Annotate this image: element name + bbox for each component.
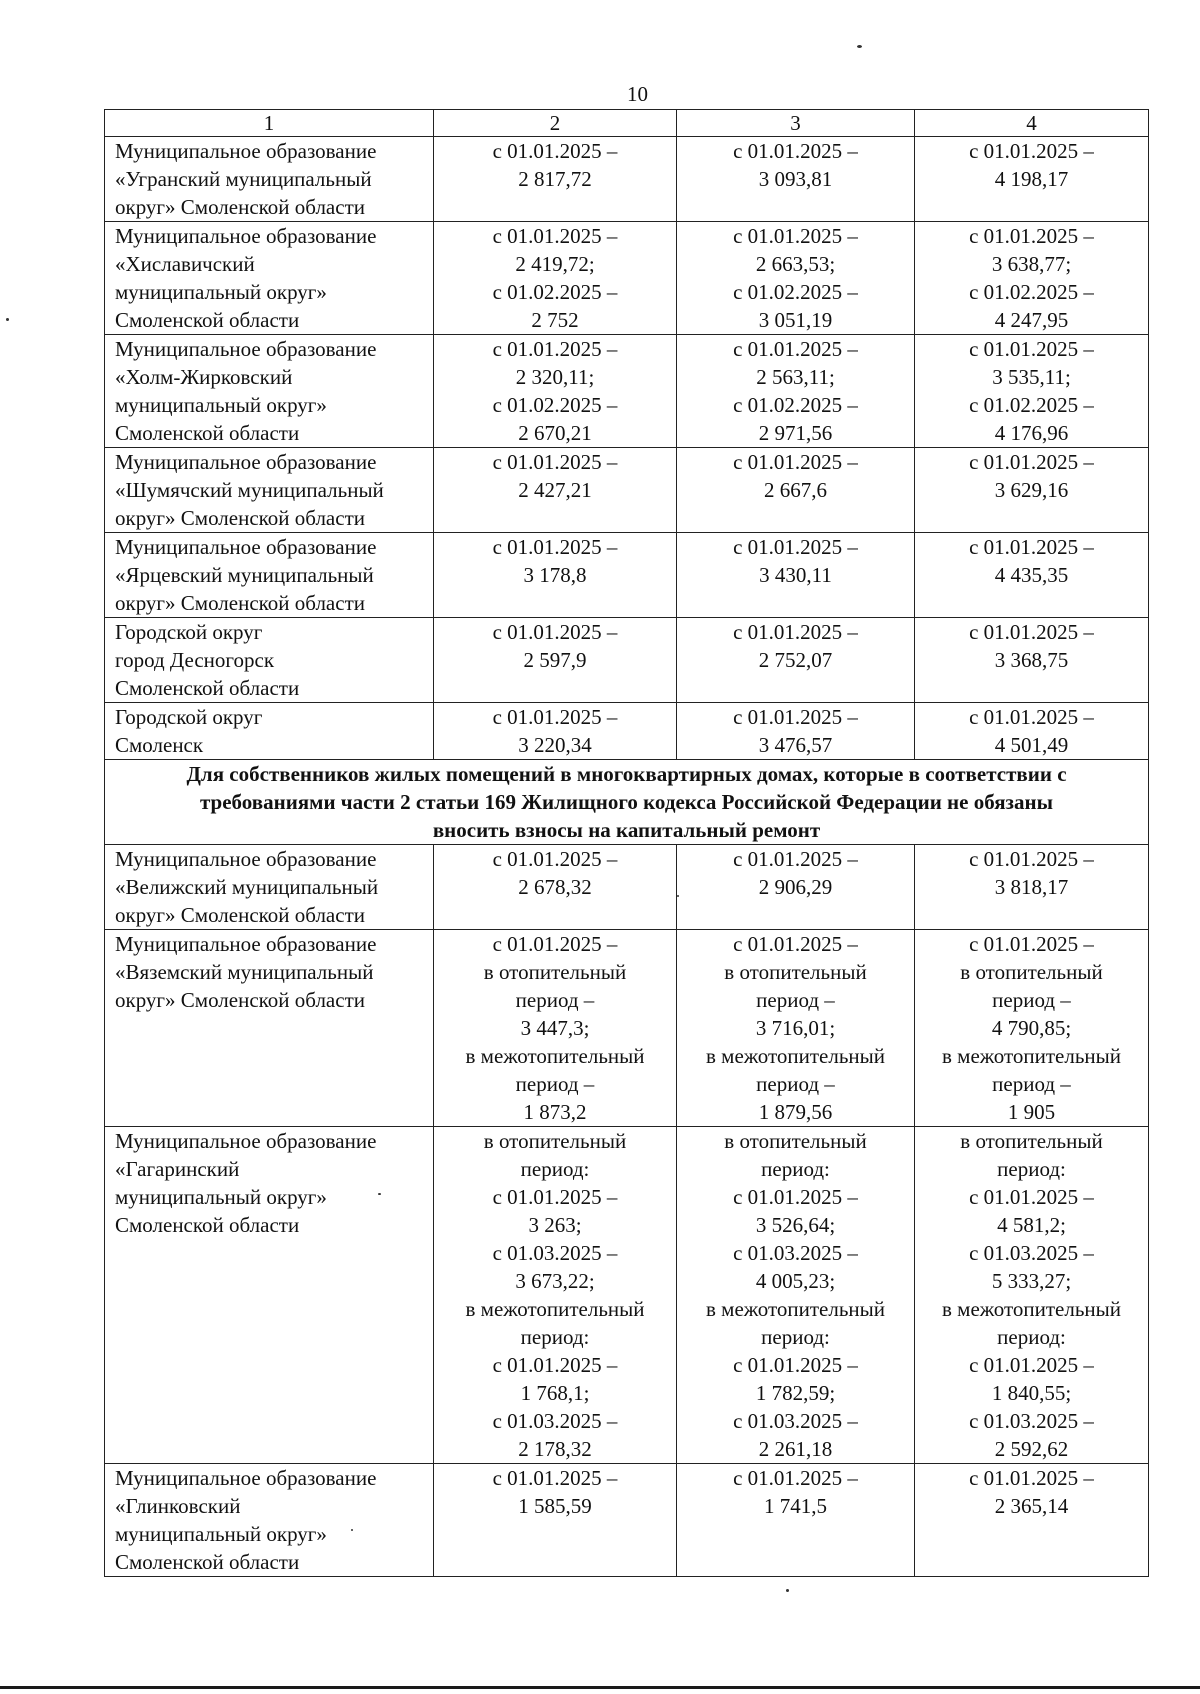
cell-line: с 01.01.2025 – [969,932,1094,956]
cell-line: 3 368,75 [994,648,1069,672]
cell-line: период: [997,1325,1066,1349]
cell-line: 3 476,57 [758,733,833,757]
cell-line: в межотопительный [705,1297,885,1321]
cell-line: Муниципальное образование [115,1129,377,1153]
table-row [105,930,1149,1127]
table-row [105,618,1149,703]
cell-line: период – [992,1072,1071,1096]
cell-line: «Ярцевский муниципальный [115,563,374,587]
municipality-cell [105,533,434,618]
section-row [105,760,1149,845]
rate-cell [677,1127,915,1464]
cell-line: период – [515,988,595,1012]
cell-line: 2 752,07 [758,648,833,672]
cell-line: 1 782,59; [755,1381,836,1405]
cell-line: муниципальный округ» [115,393,327,417]
cell-line: 3 430,11 [759,563,832,587]
cell-line: с 01.01.2025 – [969,1353,1094,1377]
rate-cell [677,137,915,222]
cell-line: 3 673,22; [515,1269,595,1293]
table-row [105,137,1149,222]
rate-cell [677,618,915,703]
scan-speck [6,318,9,321]
table-row [105,1127,1149,1464]
cell-line: округ» Смоленской области [115,903,365,927]
cell-line: 1 741,5 [764,1494,827,1518]
cell-line: 1 585,59 [518,1494,592,1518]
cell-line: 1 768,1; [520,1381,590,1405]
cell-line: с 01.01.2025 – [733,1466,858,1490]
rate-cell [677,448,915,533]
cell-line: округ» Смоленской области [115,195,365,219]
cell-line: 1 840,55; [991,1381,1072,1405]
cell-line: 3 051,19 [758,308,833,332]
cell-line: «Угранский муниципальный [115,167,372,191]
rate-cell [677,930,915,1127]
cell-line: с 01.01.2025 – [969,1185,1094,1209]
rate-cell [677,533,915,618]
cell-line: 3 716,01; [755,1016,836,1040]
cell-line: период: [520,1157,590,1181]
cell-line: «Велижский муниципальный [115,875,379,899]
cell-line: с 01.01.2025 – [969,450,1094,474]
cell-line: период: [520,1325,590,1349]
cell-line: 2 597,9 [523,648,587,672]
cell-line: 2 320,11; [515,365,595,389]
cell-line: период – [515,1072,595,1096]
cell-line: с 01.03.2025 – [733,1241,858,1265]
table-row [105,222,1149,335]
cell-line: с 01.01.2025 – [492,847,618,871]
cell-line: с 01.01.2025 – [969,224,1094,248]
tariff-table [104,109,1149,1577]
municipality-cell [105,930,434,1127]
rate-cell [434,1464,677,1577]
cell-line: 4 005,23; [755,1269,836,1293]
cell-line: вносить взносы на капитальный ремонт [432,818,821,842]
cell-line: с 01.03.2025 – [969,1241,1094,1265]
rate-cell [434,335,677,448]
cell-line: «Холм-Жирковский [115,365,293,389]
cell-line: 4 501,49 [994,733,1069,757]
cell-line: 2 670,21 [518,421,592,445]
municipality-cell [105,618,434,703]
cell-line: Смоленской области [115,308,300,332]
cell-line: 2 667,6 [764,478,827,502]
rate-cell [915,1127,1149,1464]
cell-line: Муниципальное образование [115,1466,377,1490]
rate-cell [915,533,1149,618]
column-number-4: 4 [915,110,1149,137]
cell-line: с 01.01.2025 – [492,705,618,729]
cell-line: с 01.01.2025 – [492,932,618,956]
municipality-cell [105,1464,434,1577]
page-number: 10 [627,82,648,106]
rate-cell [434,222,677,335]
rate-cell [434,703,677,760]
cell-line: Муниципальное образование [115,224,377,248]
cell-line: с 01.01.2025 – [492,139,618,163]
cell-line: с 01.01.2025 – [733,337,858,361]
cell-line: с 01.01.2025 – [733,1353,858,1377]
table-row [105,335,1149,448]
cell-line: с 01.02.2025 – [733,393,858,417]
cell-line: 3 526,64; [755,1213,836,1237]
cell-line: 1 873,2 [523,1100,587,1124]
rate-cell [677,335,915,448]
cell-line: с 01.02.2025 – [733,280,858,304]
cell-line: Городской округ [115,705,263,729]
cell-line: с 01.03.2025 – [733,1409,858,1433]
cell-line: 3 093,81 [758,167,833,191]
cell-line: 2 817,72 [518,167,592,191]
rate-cell [434,618,677,703]
cell-line: с 01.01.2025 – [733,620,858,644]
cell-line: 3 638,77; [991,252,1072,276]
cell-line: в отопительный [483,960,627,984]
cell-line: 3 220,34 [518,733,592,757]
cell-line: 4 435,35 [994,563,1069,587]
cell-line: с 01.01.2025 – [492,620,618,644]
cell-line: период – [992,988,1071,1012]
cell-line: с 01.01.2025 – [733,450,858,474]
cell-line: 4 790,85; [991,1016,1072,1040]
cell-line: 3 178,8 [523,563,587,587]
cell-line: с 01.02.2025 – [492,393,618,417]
scan-speck [786,1589,789,1592]
cell-line: с 01.01.2025 – [492,337,618,361]
scan-speck [378,1193,381,1195]
cell-line: Смоленской области [115,421,300,445]
cell-line: с 01.03.2025 – [492,1241,618,1265]
cell-line: муниципальный округ» [115,280,327,304]
column-number-2: 2 [434,110,677,137]
cell-line: Смоленск [115,733,204,757]
rate-cell [915,137,1149,222]
cell-line: 2 752 [531,308,579,332]
cell-line: Смоленской области [115,676,300,700]
cell-line: 2 419,72; [515,252,595,276]
cell-line: 4 581,2; [997,1213,1066,1237]
rate-cell [434,845,677,930]
rate-cell [677,222,915,335]
scan-speck [351,1529,353,1531]
cell-line: с 01.01.2025 – [733,932,858,956]
cell-line: муниципальный округ» [115,1522,327,1546]
rate-cell [915,222,1149,335]
rate-cell [434,930,677,1127]
cell-line: 2 906,29 [758,875,833,899]
cell-line: 3 263; [528,1213,582,1237]
cell-line: в межотопительный [705,1044,885,1068]
cell-line: 5 333,27; [991,1269,1072,1293]
cell-line: Муниципальное образование [115,139,377,163]
cell-line: 2 592,62 [994,1437,1069,1461]
cell-line: с 01.01.2025 – [969,535,1094,559]
cell-line: Смоленской области [115,1213,300,1237]
rate-cell [915,335,1149,448]
cell-line: период: [761,1157,830,1181]
rate-cell [915,703,1149,760]
cell-line: 2 261,18 [758,1437,833,1461]
cell-line: Муниципальное образование [115,535,377,559]
cell-line: с 01.02.2025 – [492,280,618,304]
table-row [105,845,1149,930]
scan-speck [677,895,679,897]
cell-line: с 01.01.2025 – [969,1466,1094,1490]
cell-line: 2 563,11; [756,365,835,389]
rate-cell [915,448,1149,533]
cell-line: «Шумячский муниципальный [115,478,384,502]
cell-line: с 01.01.2025 – [492,450,618,474]
column-number-1: 1 [105,110,434,137]
cell-line: период: [997,1157,1066,1181]
municipality-cell [105,222,434,335]
column-number-3: 3 [677,110,915,137]
table-row [105,448,1149,533]
cell-line: с 01.01.2025 – [733,535,858,559]
cell-line: период – [756,988,835,1012]
cell-line: город Десногорск [115,648,275,672]
rate-cell [677,703,915,760]
rate-cell [434,1127,677,1464]
cell-line: округ» Смоленской области [115,988,365,1012]
section-title [105,760,1149,845]
municipality-cell [105,703,434,760]
cell-line: с 01.02.2025 – [969,280,1094,304]
cell-line: в отопительный [724,960,867,984]
rate-cell [434,137,677,222]
cell-line: с 01.03.2025 – [969,1409,1094,1433]
scan-speck [857,45,862,48]
cell-line: с 01.01.2025 – [733,705,858,729]
table-row [105,1464,1149,1577]
cell-line: с 01.01.2025 – [733,224,858,248]
cell-line: 3 535,11; [992,365,1071,389]
cell-line: в отопительный [960,1129,1103,1153]
cell-line: «Гагаринский [115,1157,240,1181]
rate-cell [677,845,915,930]
cell-line: с 01.02.2025 – [969,393,1094,417]
bottom-rule [0,1686,1200,1689]
cell-line: с 01.01.2025 – [969,705,1094,729]
cell-line: в межотопительный [465,1297,645,1321]
cell-line: требованиями части 2 статьи 169 Жилищного кодекса Российской Федерации не обязаны [199,790,1053,814]
rate-cell [434,448,677,533]
cell-line: 4 198,17 [994,167,1069,191]
cell-line: «Глинковский [115,1494,241,1518]
cell-line: 1 905 [1007,1100,1056,1124]
cell-line: «Вяземский муниципальный [115,960,374,984]
table-row [105,703,1149,760]
cell-line: с 01.01.2025 – [492,1353,618,1377]
cell-line: Для собственников жилых помещений в многоквартирных домах, которые в соответствии с [186,762,1067,786]
cell-line: период: [761,1325,830,1349]
cell-line: 2 427,21 [518,478,592,502]
cell-line: 2 178,32 [518,1437,592,1461]
cell-line: Смоленской области [115,1550,300,1574]
cell-line: 2 971,56 [758,421,833,445]
cell-line: с 01.01.2025 – [969,847,1094,871]
cell-line: в отопительный [724,1129,867,1153]
cell-line: 1 879,56 [758,1100,833,1124]
cell-line: 3 629,16 [994,478,1069,502]
cell-line: «Хиславичский [115,252,255,276]
municipality-cell [105,335,434,448]
municipality-cell [105,137,434,222]
cell-line: 2 663,53; [755,252,836,276]
cell-line: с 01.01.2025 – [492,224,618,248]
cell-line: с 01.01.2025 – [733,139,858,163]
cell-line: в отопительный [960,960,1103,984]
cell-line: с 01.01.2025 – [733,1185,858,1209]
municipality-cell [105,448,434,533]
cell-line: в межотопительный [941,1044,1121,1068]
cell-line: с 01.01.2025 – [969,139,1094,163]
cell-line: с 01.01.2025 – [969,620,1094,644]
cell-line: с 01.01.2025 – [733,847,858,871]
table-row [105,533,1149,618]
cell-line: в отопительный [483,1129,627,1153]
cell-line: с 01.01.2025 – [492,1466,618,1490]
cell-line: 3 447,3; [520,1016,590,1040]
header-row [105,110,1149,137]
rate-cell [915,930,1149,1127]
cell-line: Муниципальное образование [115,450,377,474]
cell-line: 2 365,14 [994,1494,1069,1518]
cell-line: Муниципальное образование [115,847,377,871]
cell-line: с 01.01.2025 – [492,1185,618,1209]
cell-line: 4 247,95 [994,308,1069,332]
cell-line: Муниципальное образование [115,932,377,956]
cell-line: с 01.03.2025 – [492,1409,618,1433]
cell-line: округ» Смоленской области [115,591,365,615]
rate-cell [915,618,1149,703]
cell-line: в межотопительный [465,1044,645,1068]
cell-line: с 01.01.2025 – [969,337,1094,361]
cell-line: 3 818,17 [994,875,1069,899]
cell-line: муниципальный округ» [115,1185,327,1209]
cell-line: в межотопительный [941,1297,1121,1321]
cell-line: 2 678,32 [518,875,592,899]
rate-cell [677,1464,915,1577]
rate-cell [915,1464,1149,1577]
cell-line: Городской округ [115,620,263,644]
cell-line: Муниципальное образование [115,337,377,361]
cell-line: с 01.01.2025 – [492,535,618,559]
rate-cell [434,533,677,618]
municipality-cell [105,845,434,930]
cell-line: 4 176,96 [994,421,1069,445]
cell-line: округ» Смоленской области [115,506,365,530]
rate-cell [915,845,1149,930]
municipality-cell [105,1127,434,1464]
cell-line: период – [756,1072,835,1096]
